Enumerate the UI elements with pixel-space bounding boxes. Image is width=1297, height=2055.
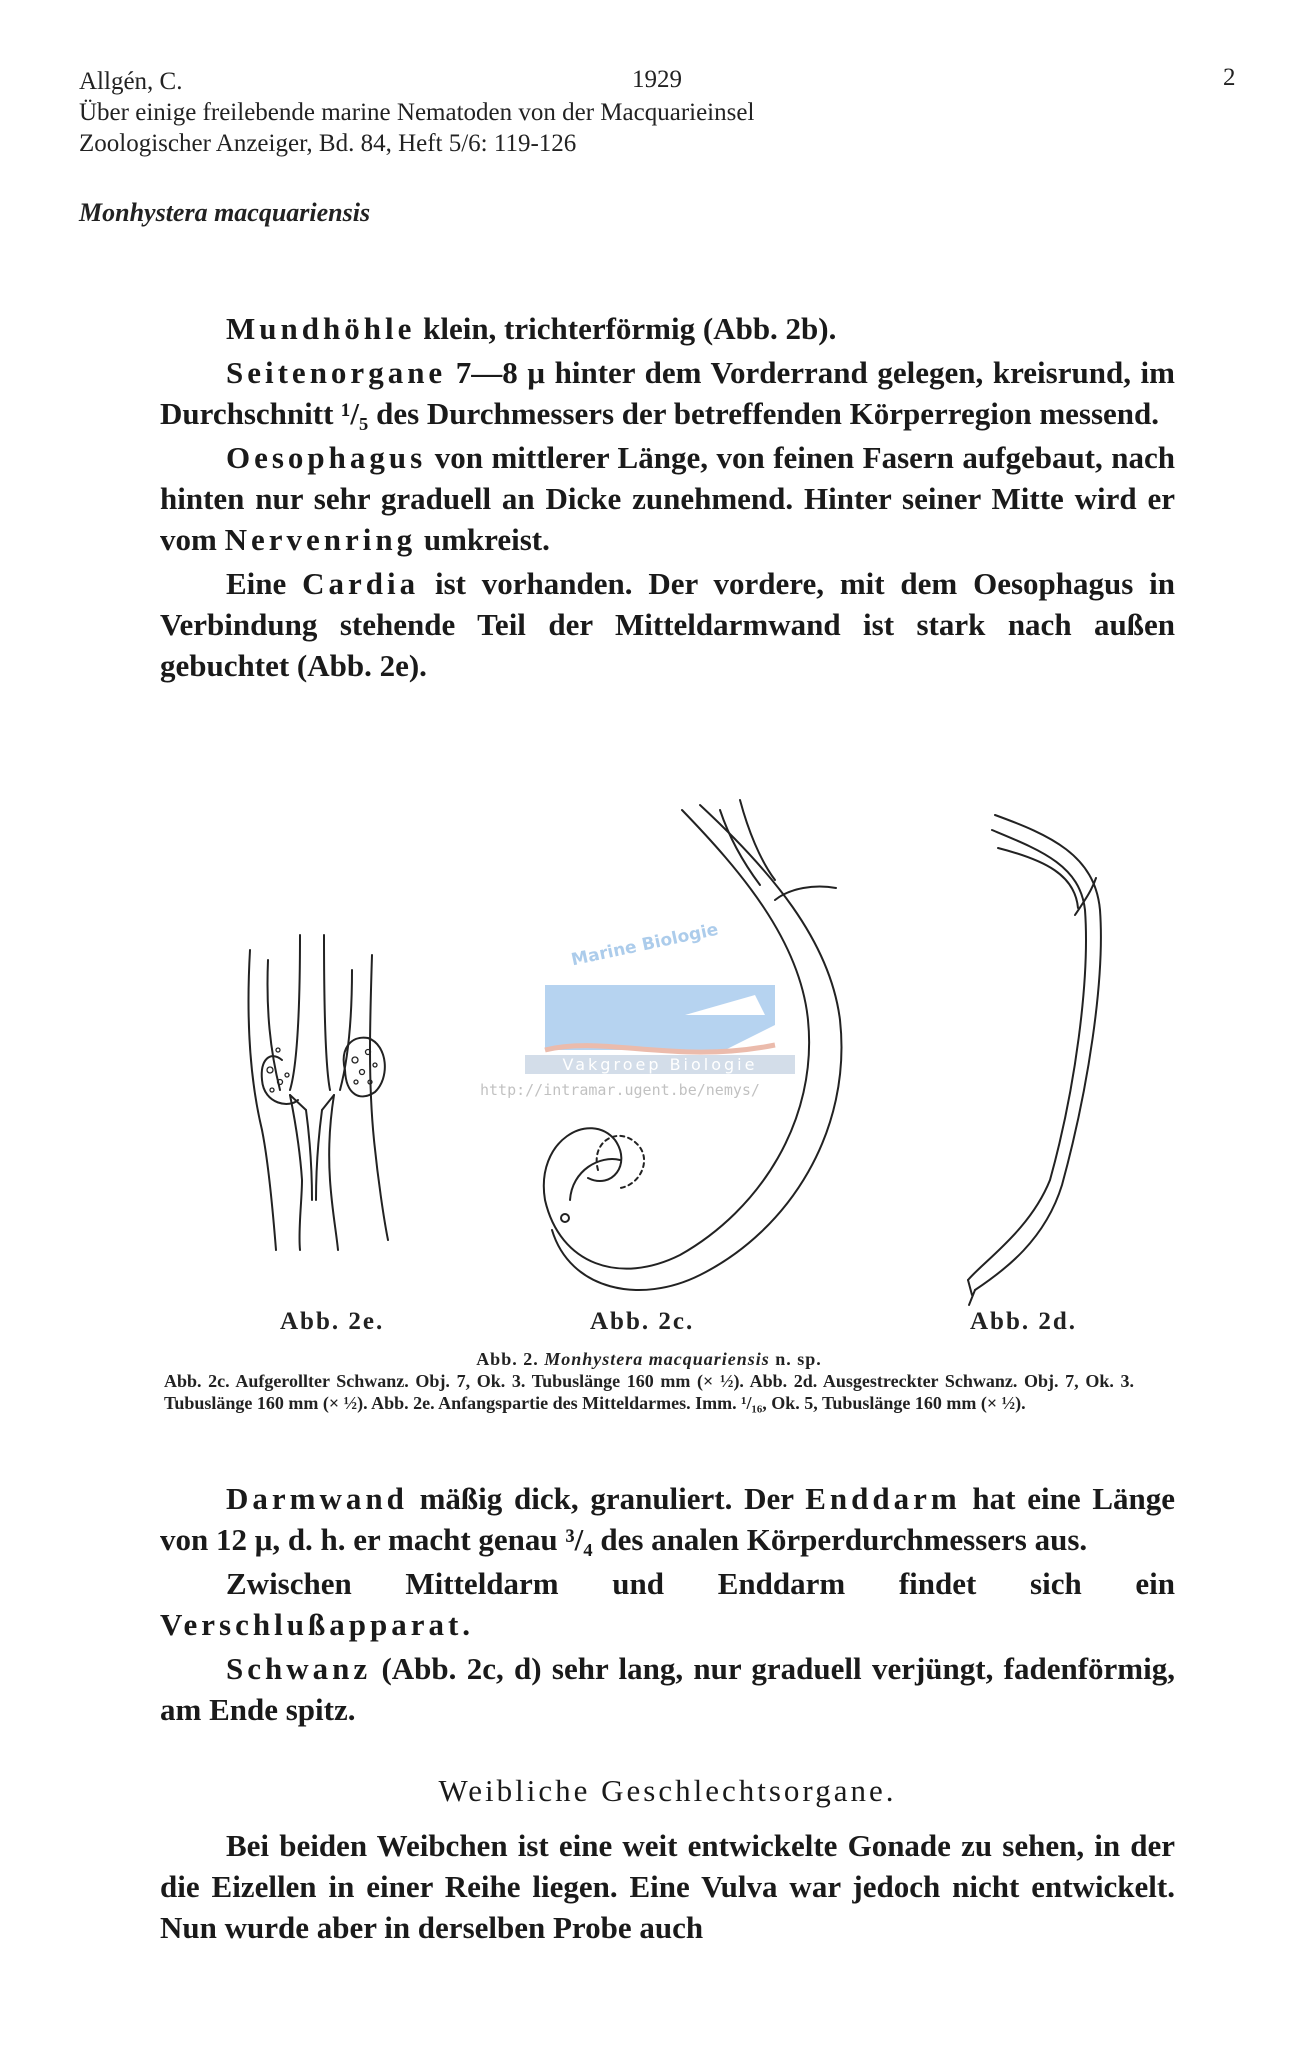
paragraph-darmwand	[160, 1478, 1175, 1560]
term-enddarm: Enddarm	[805, 1481, 961, 1516]
granules-abb-2e	[267, 1048, 377, 1092]
paragraph-text: klein, trichterförmig (Abb. 2b).	[415, 311, 837, 346]
term-nervenring: Nervenring	[224, 522, 417, 557]
paragraph-text: Eine	[226, 566, 303, 601]
figure-caption	[164, 1348, 1134, 1414]
paragraph-text: ist vorhanden. Der vordere, mit dem Oesophagus in Verbindung stehende Teil der Mitteldarmwand ist stark nach außen gebuchtet (Abb. 2e).	[160, 566, 1175, 683]
watermark-brand: Marine Biologie	[569, 919, 721, 971]
drawing-abb-2d	[968, 815, 1101, 1305]
caption-species: Monhystera macquariensis	[544, 1349, 770, 1369]
paragraph-gonade: Bei beiden Weibchen ist eine weit entwickelte Gonade zu sehen, in der die Eizellen in einer Reihe liegen. Eine Vulva war jedoch nicht entwickelt. Nun wurde aber in derselben Probe auch	[160, 1828, 1175, 1945]
figure-label-2e: Abb. 2e.	[280, 1308, 385, 1335]
caption-title	[164, 1348, 1134, 1370]
paragraph-text: mäßig dick, granuliert. Der	[407, 1481, 806, 1516]
paragraph-text: umkreist.	[416, 522, 550, 557]
term-darmwand: Darmwand	[226, 1481, 408, 1516]
paragraph-text: von mittlerer Länge, von feinen Fasern aufgebaut, nach hinten nur sehr graduell an Dicke zunehmend. Hinter seiner Mitte wird er vom	[160, 440, 1175, 557]
term-oesophagus: Oesophagus	[226, 440, 427, 475]
page-number: 2	[1223, 64, 1236, 91]
body-text-bottom	[160, 1478, 1175, 1951]
watermark-url: http://intramar.ugent.be/nemys/	[480, 1081, 760, 1099]
watermark-department: Vakgroep Biologie	[525, 1055, 795, 1074]
caption-title-suffix: n. sp.	[769, 1349, 822, 1369]
term-seitenorgane: Seitenorgane	[226, 355, 447, 390]
term-verschlussapparat: Verschlußapparat	[160, 1607, 463, 1642]
species-name: Monhystera macquariensis	[79, 198, 371, 227]
term-mundhoehle: Mundhöhle	[226, 311, 416, 346]
paragraph-text: .	[462, 1607, 471, 1642]
paragraph-text: 7—8 μ hinter dem Vorderrand gelegen, kreisrund, im Durchschnitt ¹/₅ des Durchmessers der betreffenden Körperregion messend.	[160, 355, 1175, 431]
term-schwanz: Schwanz	[226, 1651, 372, 1686]
caption-text: Abb. 2c. Aufgerollter Schwanz. Obj. 7, Ok. 3. Tubuslänge 160 mm (× ½). Abb. 2d. Ausgestreckter Schwanz. Obj. 7, Ok. 3. Tubuslänge 160 mm (× ½). Abb. 2e. Anfangspartie des Mitteldarmes. Imm. ¹/₁₆, Ok. 5, Tubuslänge 160 mm (× ½).	[164, 1371, 1134, 1413]
figure-label-2c: Abb. 2c.	[590, 1308, 695, 1335]
watermark	[480, 919, 840, 1105]
author: Allgén, C.	[79, 68, 183, 95]
caption-title-prefix: Abb. 2.	[476, 1349, 545, 1369]
figure-label-2d: Abb. 2d.	[970, 1308, 1078, 1335]
watermark-logo	[525, 955, 885, 1065]
section-heading: Weibliche Geschlechtsorgane.	[438, 1773, 897, 1808]
publication-year: 1929	[632, 66, 682, 93]
body-text-top	[160, 308, 1175, 689]
paragraph-oesophagus	[160, 437, 1175, 560]
paragraph-text: hat eine Länge von 12 μ, d. h. er macht genau ³/₄ des analen Körperdurchmessers aus.	[160, 1481, 1175, 1557]
paragraph-verschluss	[160, 1563, 1175, 1645]
paragraph-cardia	[160, 563, 1175, 686]
paragraph-seitenorgane	[160, 352, 1175, 434]
paragraph-text: (Abb. 2c, d) sehr lang, nur graduell verjüngt, fadenförmig, am Ende spitz.	[160, 1651, 1175, 1727]
paragraph-schwanz	[160, 1648, 1175, 1730]
paragraph-mundhoehle	[160, 308, 1175, 349]
journal-reference: Zoologischer Anzeiger, Bd. 84, Heft 5/6: 119-126	[79, 130, 577, 157]
drawing-abb-2e	[249, 935, 389, 1250]
paragraph-text: Zwischen Mitteldarm und Enddarm findet sich ein	[226, 1566, 1175, 1601]
term-cardia: Cardia	[302, 566, 420, 601]
paper-title: Über einige freilebende marine Nematoden von der Macquarieinsel	[79, 99, 755, 126]
